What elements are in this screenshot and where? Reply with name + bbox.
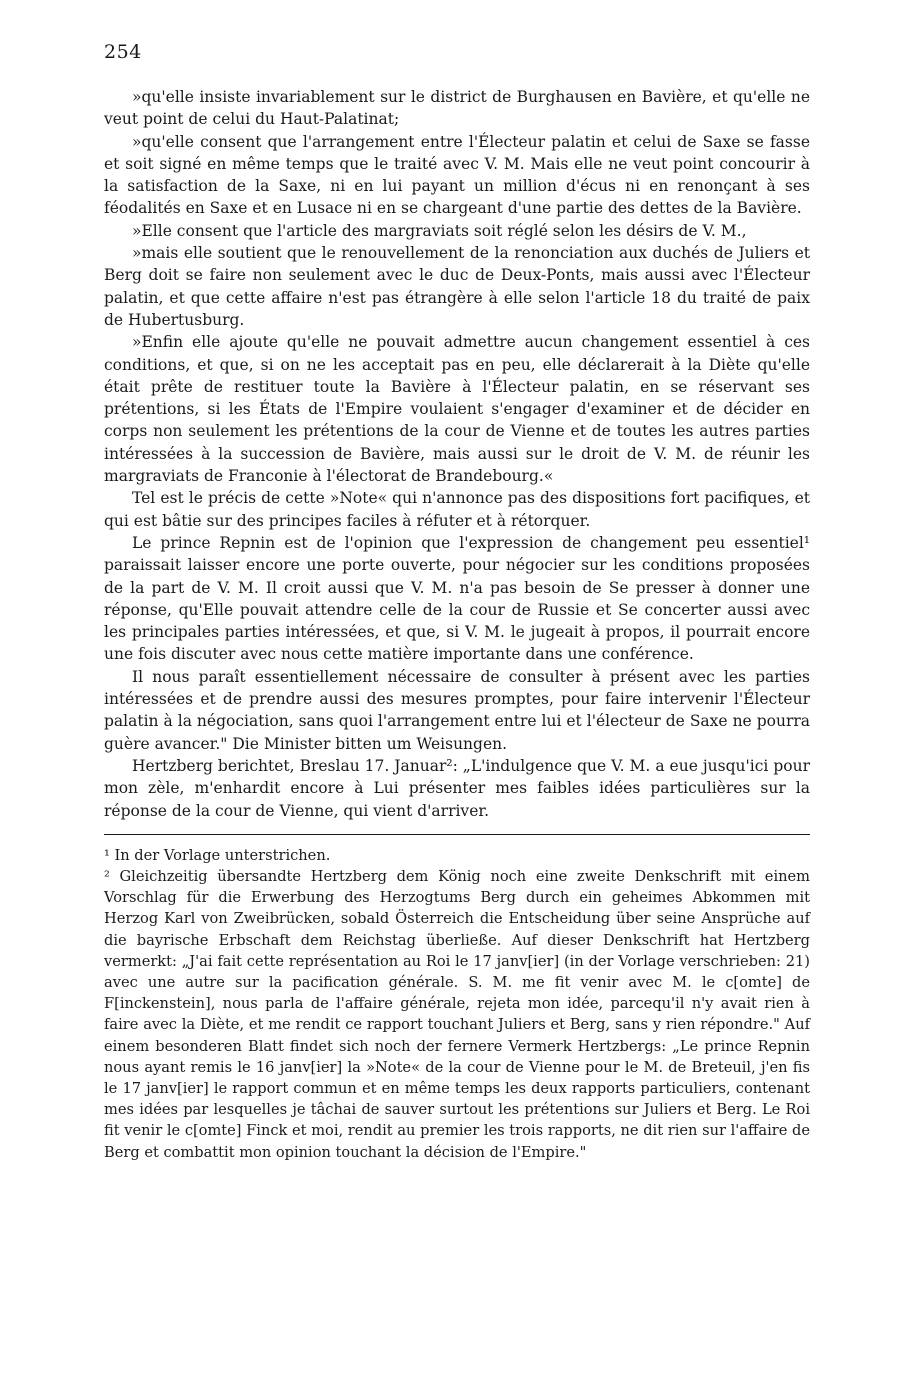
paragraph: Le prince Repnin est de l'opinion que l'expression de changement peu essentiel¹ paraissait laisser encore une porte ouverte, pour négocier sur les conditions proposées de la part de V. M. Il croit aussi que V. M. n'a pas besoin de Se presser à donner une réponse, qu'Elle pouvait attendre celle de la cour de Russie et Se concerter aussi avec les principales parties intéressées, et que, si V. M. le jugeait à propos, il pourrait encore une fois discuter avec nous cette matière importante dans une conférence. (104, 533, 810, 664)
paragraph: »qu'elle insiste invariablement sur le district de Burghausen en Bavière, et qu'elle ne veut point de celui du Haut-Palatinat; (104, 88, 810, 129)
paragraph: »mais elle soutient que le renouvellement de la renonciation aux duchés de Juliers et Berg doit se faire non seulement avec le duc de Deux-Ponts, mais aussi avec l'Électeur palatin, et que cette affaire n'est pas étrangère à elle selon l'article 18 du traité de paix de Hubertusburg. (104, 244, 810, 329)
paragraph: Tel est le précis de cette »Note« qui n'annonce pas des dispositions fort pacifiques, et qui est bâtie sur des principes faciles à réfuter et à rétorquer. (104, 489, 810, 530)
paragraph: »Enfin elle ajoute qu'elle ne pouvait admettre aucun changement essentiel à ces conditions, et que, si on ne les acceptait pas en peu, elle déclarerait à la Diète qu'elle était prête de restituer toute la Bavière à l'Électeur palatin, en se réservant ses prétentions, si les États de l'Empire voulaient s'engager d'examiner et de décider en corps non seulement les prétentions de la cour de Vienne et de toutes les autres parties intéressées à la succession de Bavière, mais aussi sur le droit de V. M. de réunir les margraviats de Franconie à l'électorat de Brandebourg.« (104, 333, 810, 486)
paragraph: »qu'elle consent que l'arrangement entre l'Électeur palatin et celui de Saxe se fasse et soit signé en même temps que le traité avec V. M. Mais elle ne veut point concourir à la satisfaction de la Saxe, ni en lui payant un million d'écus ni en renonçant à ses féodalités en Saxe et en Lusace ni en se chargeant d'une partie des dettes de la Bavière. (104, 132, 810, 218)
footnote: ¹ In der Vorlage unterstrichen. (104, 846, 331, 864)
footnote-divider (104, 834, 810, 835)
paragraph: Hertzberg berichtet, Breslau 17. Januar²: „L'indulgence que V. M. a eue jusqu'ici pour mon zèle, m'enhardit encore à Lui présenter mes faibles idées particulières sur la réponse de la cour de Vienne, qui vient d'arriver. (104, 756, 810, 820)
footnotes (104, 845, 810, 1163)
paragraph: »Elle consent que l'article des margraviats soit réglé selon les désirs de V. M., (132, 221, 747, 240)
paragraph: Il nous paraît essentiellement nécessaire de consulter à présent avec les parties intéressées et de prendre aussi des mesures promptes, pour faire intervenir l'Électeur palatin à la négociation, sans quoi l'arrangement entre lui et l'électeur de Saxe ne pourra guère avancer." Die Minister bitten um Weisungen. (104, 667, 810, 753)
main-text (104, 86, 810, 822)
page-number: 254 (104, 41, 142, 63)
page (104, 40, 810, 1163)
footnote: ² Gleichzeitig übersandte Hertzberg dem König noch eine zweite Denkschrift mit einem Vorschlag für die Erwerbung des Herzogtums Berg durch ein geheimes Abkommen mit Herzog Karl von Zweibrücken, sobald Österreich die Entscheidung über seine Ansprüche auf die bayrische Erbschaft dem Reichstag überließe. Auf dieser Denkschrift hat Hertzberg vermerkt: „J'ai fait cette représentation au Roi le 17 janv[ier] (in der Vorlage verschrieben: 21) avec une autre sur la pacification générale. S. M. me fit venir avec M. le c[omte] de F[inckenstein], nous parla de l'affaire générale, rejeta mon idée, parcequ'il n'y avait rien à faire avec la Diète, et me rendit ce rapport touchant Juliers et Berg, sans y rien répondre." Auf einem besonderen Blatt findet sich noch der fernere Vermerk Hertzbergs: „Le prince Repnin nous ayant remis le 16 janv[ier] la »Note« de la cour de Vienne pour le M. de Breteuil, j'en fis le 17 janv[ier] le rapport commun et en même temps les deux rapports particuliers, contenant mes idées par lesquelles je tâchai de sauver surtout les prétentions sur Juliers et Berg. Le Roi fit venir le c[omte] Finck et moi, rendit au premier les trois rapports, ne dit rien sur l'affaire de Berg et combattit mon opinion touchant la décision de l'Empire." (104, 868, 810, 1161)
